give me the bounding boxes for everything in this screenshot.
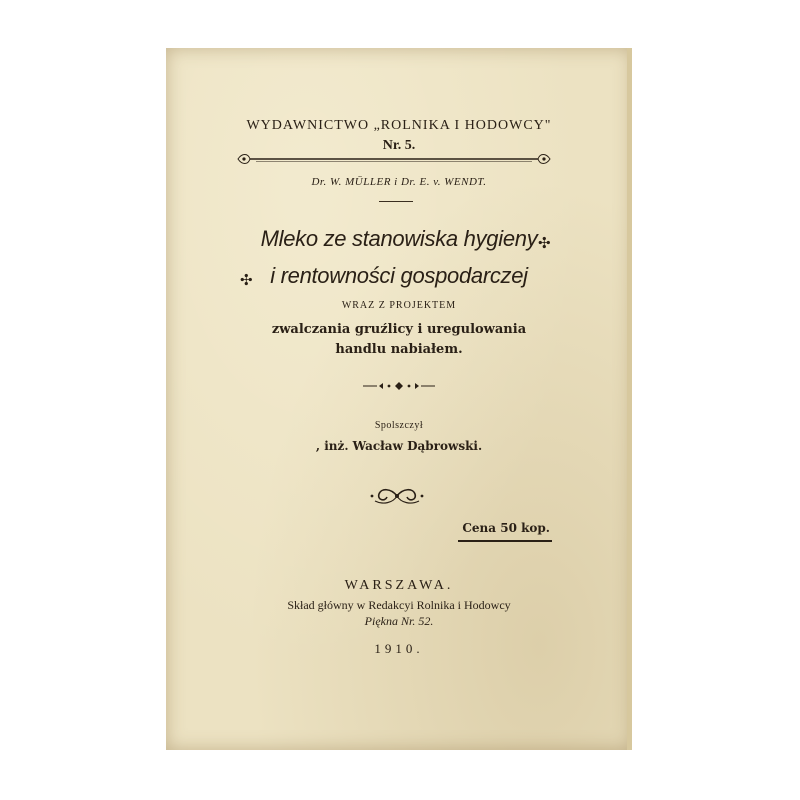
publisher-line: WYDAWNICTWO „ROLNIKA I HODOWCY" xyxy=(246,118,552,133)
title-line-2: i rentowności gospodarczej xyxy=(270,263,528,288)
translator-name: , inż. Wacław Dąbrowski. xyxy=(315,439,483,453)
wraz-line: WRAZ Z PROJEKTEM xyxy=(341,300,457,311)
ornamental-rule xyxy=(236,151,552,167)
book-cover xyxy=(166,48,632,750)
price-label: Cena 50 kop. xyxy=(462,521,550,535)
fleuron-ornament: ✣ xyxy=(538,234,551,252)
fleuron-ornament: ✣ xyxy=(240,271,253,289)
translator-label: Spolszczył xyxy=(374,420,424,431)
address-line: Piękna Nr. 52. xyxy=(364,614,434,628)
flourish-ornament xyxy=(369,485,425,507)
authors-line: Dr. W. MÜLLER i Dr. E. v. WENDT. xyxy=(311,176,487,188)
city: WARSZAWA. xyxy=(344,578,454,593)
short-divider xyxy=(379,201,413,202)
subtitle-line-2: handlu nabiałem. xyxy=(335,342,463,357)
subtitle-line-1: zwalczania gruźlicy i uregulowania xyxy=(271,322,527,337)
depot-line: Skład główny w Redakcyi Rolnika i Hodowcy xyxy=(287,598,511,612)
price-underline xyxy=(458,540,552,542)
title-line-1: Mleko ze stanowiska hygieny xyxy=(260,226,538,251)
small-ornament xyxy=(359,380,439,392)
series-number: Nr. 5. xyxy=(382,138,416,153)
publication-year: 1910. xyxy=(374,641,424,656)
